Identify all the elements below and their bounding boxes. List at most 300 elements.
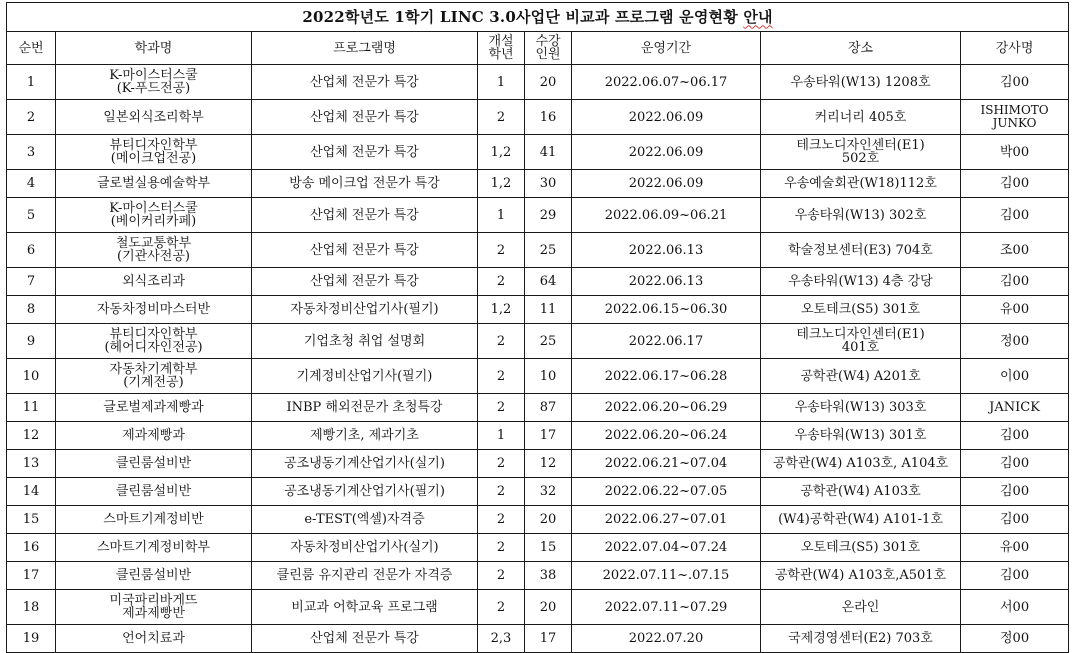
cell-grade-text: 2 (496, 368, 506, 384)
header-count (525, 32, 572, 65)
cell-program-text: 자동차정비산업기사(필기) (290, 302, 439, 317)
cell-no (7, 478, 56, 506)
cell-no-text: 10 (22, 368, 40, 384)
cell-count (525, 534, 572, 562)
cell-period (572, 233, 761, 268)
cell-program-text: 기계정비산업기사(필기) (296, 368, 433, 384)
cell-grade-text: 1,2 (490, 302, 512, 317)
cell-period (572, 590, 761, 625)
cell-department-text: K-마이스터스쿨 (베이커리카페) (109, 201, 198, 229)
cell-place-text: 커리너리 405호 (814, 109, 907, 125)
cell-instructor-text: 정00 (1000, 631, 1030, 646)
cell-grade (478, 198, 525, 233)
cell-period (572, 135, 761, 170)
cell-period (572, 100, 761, 135)
cell-no-text: 13 (22, 456, 40, 471)
cell-count-text: 20 (539, 512, 557, 527)
cell-place (761, 590, 961, 625)
header-grade (478, 32, 525, 65)
cell-department (56, 534, 252, 562)
cell-grade-text: 1 (496, 74, 506, 90)
cell-no-text: 5 (26, 207, 36, 223)
cell-place-text: 국제경영센터(E2) 703호 (788, 631, 933, 646)
cell-grade-text: 2 (496, 109, 506, 125)
cell-program (252, 198, 478, 233)
cell-place (761, 562, 961, 590)
cell-no (7, 590, 56, 625)
cell-program (252, 534, 478, 562)
cell-instructor-text: 김00 (1000, 74, 1030, 90)
cell-place (761, 296, 961, 324)
cell-no (7, 268, 56, 296)
cell-no-text: 17 (22, 568, 40, 583)
cell-instructor (961, 233, 1069, 268)
cell-instructor-text: 김00 (1000, 207, 1030, 223)
cell-no-text: 8 (26, 302, 36, 317)
cell-place-text: 테크노디자인센터(E1) 502호 (796, 138, 925, 166)
cell-period-text: 2022.06.13 (628, 274, 704, 289)
cell-department-text: 스마트기계정비학부 (96, 540, 211, 555)
cell-count-text: 32 (539, 484, 557, 499)
cell-program (252, 422, 478, 450)
cell-place (761, 100, 961, 135)
cell-count (525, 268, 572, 296)
cell-place (761, 478, 961, 506)
cell-program-text: e-TEST(엑셀)자격증 (304, 512, 425, 527)
cell-count (525, 562, 572, 590)
cell-count-text: 20 (539, 599, 557, 615)
cell-count (525, 233, 572, 268)
cell-period-text: 2022.06.20~06.24 (604, 428, 728, 443)
cell-no-text: 9 (26, 333, 36, 349)
document-title-underlined: 안내 (743, 7, 773, 26)
cell-grade (478, 359, 525, 394)
cell-program-text: 산업체 전문가 특강 (310, 74, 419, 90)
cell-grade-text: 2,3 (490, 631, 512, 646)
cell-program (252, 394, 478, 422)
cell-grade-text: 2 (496, 568, 506, 583)
cell-grade-text: 2 (496, 400, 506, 415)
cell-no (7, 135, 56, 170)
cell-place (761, 198, 961, 233)
cell-department-text: 클린룸설비반 (115, 568, 192, 583)
cell-department (56, 233, 252, 268)
cell-program (252, 506, 478, 534)
cell-program (252, 296, 478, 324)
header-period: 운영기간 (572, 32, 761, 65)
cell-place (761, 170, 961, 198)
cell-grade (478, 324, 525, 359)
cell-program-text: 산업체 전문가 특강 (310, 207, 419, 223)
cell-instructor-text: JANICK (989, 400, 1040, 415)
cell-grade (478, 506, 525, 534)
table-row (7, 590, 1069, 625)
cell-instructor-text: 서00 (1000, 599, 1030, 615)
cell-no-text: 19 (22, 631, 40, 646)
cell-no-text: 2 (26, 109, 36, 125)
cell-grade (478, 170, 525, 198)
cell-department-text: 뷰티디자인학부 (메이크업전공) (109, 138, 198, 166)
cell-place-text: 우송예술회관(W18)112호 (784, 176, 937, 191)
cell-grade (478, 625, 525, 653)
cell-program (252, 625, 478, 653)
cell-instructor (961, 324, 1069, 359)
cell-department (56, 359, 252, 394)
cell-department (56, 450, 252, 478)
cell-no (7, 65, 56, 100)
cell-department (56, 268, 252, 296)
table-row (7, 268, 1069, 296)
header-instructor: 강사명 (961, 32, 1069, 65)
table-row (7, 198, 1069, 233)
cell-grade-text: 2 (496, 540, 506, 555)
table-row (7, 394, 1069, 422)
cell-period-text: 2022.06.20~06.29 (604, 400, 728, 415)
cell-department-text: 글로벌제과제빵과 (103, 400, 204, 415)
cell-period (572, 422, 761, 450)
cell-department-text: 미국파리바게뜨 제과제빵반 (109, 593, 198, 621)
cell-period-text: 2022.07.11~07.29 (604, 599, 728, 615)
cell-program (252, 65, 478, 100)
cell-instructor (961, 100, 1069, 135)
cell-place-text: 공학관(W4) A103호 (800, 484, 921, 499)
cell-instructor (961, 394, 1069, 422)
cell-instructor (961, 506, 1069, 534)
cell-grade (478, 534, 525, 562)
cell-department (56, 625, 252, 653)
cell-place (761, 506, 961, 534)
cell-program (252, 359, 478, 394)
cell-instructor (961, 590, 1069, 625)
cell-instructor-text: 유00 (1000, 302, 1030, 317)
cell-no (7, 422, 56, 450)
cell-period (572, 394, 761, 422)
cell-grade-text: 1 (496, 428, 506, 443)
cell-period (572, 296, 761, 324)
cell-period-text: 2022.06.09 (628, 176, 704, 191)
cell-instructor-text: 김00 (1000, 512, 1030, 527)
cell-no (7, 100, 56, 135)
cell-department-text: 철도교통학부 (기관사전공) (115, 236, 192, 264)
cell-count-text: 17 (539, 631, 557, 646)
cell-place (761, 233, 961, 268)
cell-instructor-text: 김00 (1000, 428, 1030, 443)
cell-program (252, 590, 478, 625)
cell-count (525, 478, 572, 506)
cell-period (572, 268, 761, 296)
cell-period-text: 2022.06.07~06.17 (604, 74, 728, 90)
cell-no-text: 6 (26, 242, 36, 258)
cell-grade-text: 2 (496, 242, 506, 258)
table-row (7, 296, 1069, 324)
cell-count-text: 25 (539, 242, 557, 258)
cell-instructor (961, 65, 1069, 100)
cell-no-text: 16 (22, 540, 40, 555)
cell-department-text: 언어치료과 (122, 631, 185, 646)
cell-place (761, 450, 961, 478)
cell-place-text: 온라인 (841, 599, 880, 615)
cell-instructor-text: 이00 (1000, 368, 1030, 384)
cell-program (252, 135, 478, 170)
cell-department-text: 스마트기계정비반 (103, 512, 204, 527)
document-title-main: 2022학년도 1학기 LINC 3.0사업단 비교과 프로그램 운영현황 (302, 7, 744, 26)
cell-program-text: 산업체 전문가 특강 (310, 274, 419, 289)
header-grade-label: 개설 학년 (488, 34, 514, 62)
cell-no (7, 450, 56, 478)
cell-instructor-text: 김00 (1000, 568, 1030, 583)
cell-instructor (961, 450, 1069, 478)
cell-department (56, 135, 252, 170)
cell-period-text: 2022.06.13 (628, 242, 704, 258)
cell-place-text: 오토테크(S5) 301호 (800, 302, 921, 317)
table-row (7, 478, 1069, 506)
program-status-table (6, 2, 1069, 653)
table-row (7, 135, 1069, 170)
cell-period (572, 625, 761, 653)
cell-department (56, 562, 252, 590)
cell-department (56, 422, 252, 450)
cell-period-text: 2022.06.27~07.01 (604, 512, 728, 527)
cell-count (525, 170, 572, 198)
cell-no-text: 3 (26, 144, 36, 160)
cell-period-text: 2022.06.17 (628, 333, 704, 349)
cell-grade-text: 1 (496, 207, 506, 223)
cell-grade (478, 478, 525, 506)
cell-grade (478, 394, 525, 422)
cell-no (7, 534, 56, 562)
cell-count (525, 100, 572, 135)
cell-count (525, 625, 572, 653)
table-row (7, 65, 1069, 100)
cell-instructor (961, 625, 1069, 653)
table-row (7, 359, 1069, 394)
cell-no-text: 12 (22, 428, 40, 443)
cell-count (525, 324, 572, 359)
cell-program-text: 산업체 전문가 특강 (310, 144, 419, 160)
cell-department-text: 자동차기계학부 (기계전공) (109, 362, 198, 390)
cell-department-text: 일본외식조리학부 (103, 109, 204, 125)
cell-count-text: 87 (539, 400, 557, 415)
cell-department (56, 65, 252, 100)
header-no: 순번 (7, 32, 56, 65)
cell-grade (478, 296, 525, 324)
cell-no-text: 15 (22, 512, 40, 527)
cell-no-text: 7 (26, 274, 36, 289)
cell-place-text: 테크노디자인센터(E1) 401호 (796, 327, 925, 355)
cell-program-text: 클린룸 유지관리 전문가 자격증 (276, 568, 453, 583)
cell-instructor-text: 김00 (1000, 456, 1030, 471)
cell-grade-text: 2 (496, 456, 506, 471)
cell-count (525, 359, 572, 394)
cell-period (572, 170, 761, 198)
cell-count-text: 17 (539, 428, 557, 443)
cell-instructor-text: 유00 (1000, 540, 1030, 555)
cell-department-text: 글로벌실용예술학부 (96, 176, 211, 191)
cell-program-text: 공조냉동기계산업기사(필기) (284, 484, 445, 499)
cell-instructor (961, 296, 1069, 324)
cell-department-text: 클린룸설비반 (115, 456, 192, 471)
cell-instructor-text: 조00 (1000, 242, 1030, 258)
cell-instructor-text: 김00 (1000, 484, 1030, 499)
cell-no-text: 1 (26, 74, 36, 90)
cell-program-text: 방송 메이크업 전문가 특강 (289, 176, 440, 191)
cell-department-text: K-마이스터스쿨 (K-푸드전공) (109, 68, 198, 96)
cell-period (572, 478, 761, 506)
cell-no (7, 198, 56, 233)
cell-grade (478, 65, 525, 100)
cell-program-text: INBP 해외전문가 초청특강 (286, 400, 443, 415)
cell-grade-text: 2 (496, 333, 506, 349)
cell-count-text: 12 (539, 456, 557, 471)
cell-program-text: 산업체 전문가 특강 (310, 631, 419, 646)
cell-no-text: 18 (22, 599, 40, 615)
cell-program (252, 268, 478, 296)
cell-period-text: 2022.07.04~07.24 (604, 540, 728, 555)
cell-grade-text: 2 (496, 512, 506, 527)
cell-count-text: 11 (539, 302, 557, 317)
cell-no (7, 296, 56, 324)
cell-place (761, 135, 961, 170)
cell-department (56, 478, 252, 506)
cell-grade-text: 2 (496, 599, 506, 615)
cell-instructor (961, 170, 1069, 198)
cell-department (56, 506, 252, 534)
cell-period (572, 534, 761, 562)
cell-count (525, 450, 572, 478)
cell-period-text: 2022.07.11~.07.15 (602, 568, 730, 583)
cell-grade (478, 100, 525, 135)
cell-place-text: (W4)공학관(W4) A101-1호 (778, 512, 943, 527)
table-row (7, 170, 1069, 198)
cell-program (252, 562, 478, 590)
cell-place-text: 우송타워(W13) 1208호 (790, 74, 931, 90)
cell-no-text: 4 (26, 176, 36, 191)
cell-place (761, 268, 961, 296)
header-row (7, 32, 1069, 65)
cell-place-text: 오토테크(S5) 301호 (800, 540, 921, 555)
cell-program-text: 산업체 전문가 특강 (310, 242, 419, 258)
table-row (7, 233, 1069, 268)
table-row (7, 506, 1069, 534)
cell-program (252, 324, 478, 359)
header-department: 학과명 (56, 32, 252, 65)
cell-count-text: 41 (539, 144, 557, 160)
cell-place (761, 359, 961, 394)
cell-department (56, 324, 252, 359)
cell-program (252, 233, 478, 268)
cell-place (761, 422, 961, 450)
cell-grade (478, 590, 525, 625)
cell-no-text: 14 (22, 484, 40, 499)
cell-period (572, 198, 761, 233)
cell-instructor-text: 정00 (1000, 333, 1030, 349)
cell-count (525, 135, 572, 170)
cell-count-text: 38 (539, 568, 557, 583)
cell-period-text: 2022.06.09 (628, 109, 704, 125)
table-row (7, 534, 1069, 562)
cell-instructor-text: 김00 (1000, 176, 1030, 191)
cell-period (572, 359, 761, 394)
cell-place-text: 공학관(W4) A201호 (800, 368, 921, 384)
cell-place-text: 공학관(W4) A103호,A501호 (774, 568, 947, 583)
cell-period (572, 562, 761, 590)
cell-count-text: 25 (539, 333, 557, 349)
cell-count-text: 20 (539, 74, 557, 90)
cell-count (525, 65, 572, 100)
table-row (7, 625, 1069, 653)
cell-period-text: 2022.07.20 (628, 631, 704, 646)
cell-department-text: 뷰티디자인학부 (헤어디자인전공) (104, 327, 203, 355)
cell-instructor (961, 562, 1069, 590)
cell-program (252, 170, 478, 198)
cell-grade (478, 135, 525, 170)
cell-department-text: 외식조리과 (122, 274, 185, 289)
cell-period-text: 2022.06.15~06.30 (604, 302, 728, 317)
cell-no (7, 394, 56, 422)
table-body (7, 65, 1069, 653)
cell-instructor-text: 김00 (1000, 274, 1030, 289)
cell-program (252, 450, 478, 478)
cell-instructor (961, 198, 1069, 233)
cell-place (761, 324, 961, 359)
cell-period-text: 2022.06.17~06.28 (604, 368, 728, 384)
cell-grade-text: 2 (496, 484, 506, 499)
table-row (7, 450, 1069, 478)
cell-period (572, 65, 761, 100)
cell-department-text: 제과제빵과 (122, 428, 185, 443)
cell-period-text: 2022.06.22~07.05 (604, 484, 728, 499)
cell-department (56, 170, 252, 198)
cell-grade (478, 562, 525, 590)
cell-count (525, 296, 572, 324)
cell-grade (478, 422, 525, 450)
header-count-label: 수강 인원 (535, 34, 561, 62)
cell-period (572, 450, 761, 478)
cell-count (525, 506, 572, 534)
cell-grade-text: 1,2 (490, 144, 512, 160)
cell-no (7, 324, 56, 359)
cell-place-text: 우송타워(W13) 4층 강당 (788, 274, 933, 289)
cell-program (252, 478, 478, 506)
cell-grade-text: 2 (496, 274, 506, 289)
cell-no (7, 562, 56, 590)
cell-program-text: 제빵기초, 제과기초 (310, 428, 419, 443)
cell-instructor (961, 359, 1069, 394)
cell-count-text: 30 (539, 176, 557, 191)
header-program: 프로그램명 (252, 32, 478, 65)
cell-instructor-text: ISHIMOTO JUNKO (980, 103, 1049, 130)
table-row (7, 422, 1069, 450)
table-row (7, 562, 1069, 590)
cell-place-text: 우송타워(W13) 303호 (794, 400, 927, 415)
cell-no (7, 506, 56, 534)
cell-count (525, 394, 572, 422)
cell-count (525, 422, 572, 450)
cell-period-text: 2022.06.09~06.21 (604, 207, 728, 223)
cell-period (572, 506, 761, 534)
cell-instructor-text: 박00 (1000, 144, 1030, 160)
cell-place-text: 우송타워(W13) 301호 (794, 428, 927, 443)
cell-period-text: 2022.06.21~07.04 (604, 456, 728, 471)
cell-place (761, 65, 961, 100)
cell-no-text: 11 (22, 400, 40, 415)
cell-instructor (961, 268, 1069, 296)
cell-instructor (961, 478, 1069, 506)
cell-grade (478, 233, 525, 268)
cell-no (7, 233, 56, 268)
cell-department (56, 100, 252, 135)
cell-count-text: 16 (539, 109, 557, 125)
